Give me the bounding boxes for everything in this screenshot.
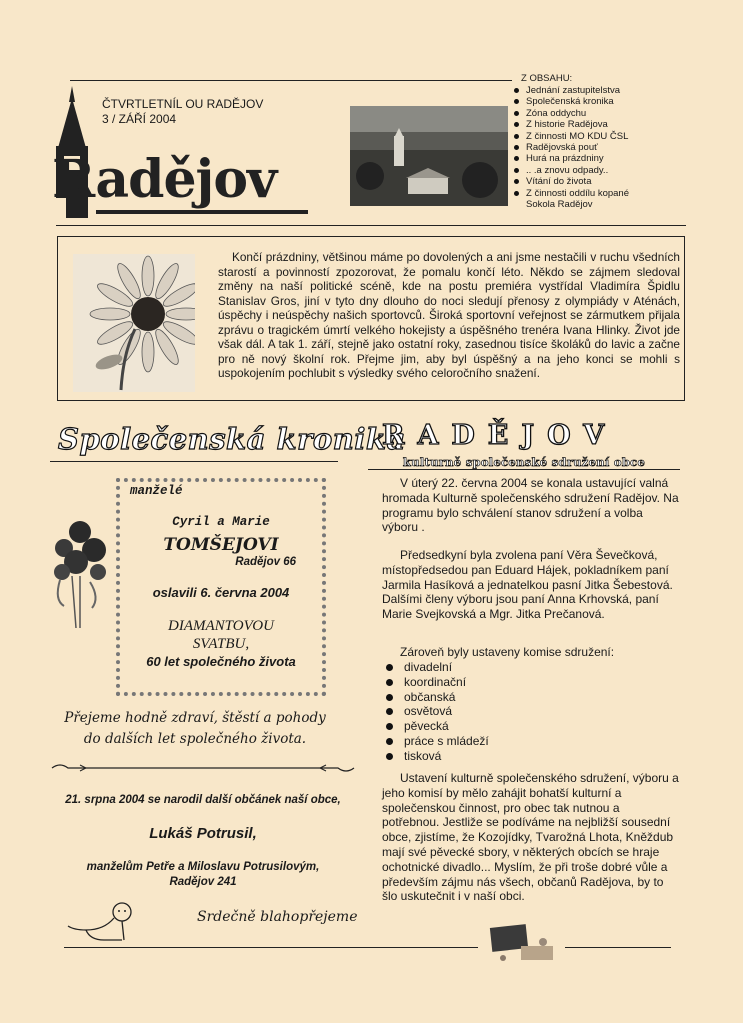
toc-item: Zóna oddychu xyxy=(512,108,629,119)
sdruzeni-heading: RADĚJOV xyxy=(382,420,618,451)
header-top-rule xyxy=(70,80,512,81)
celebration-date: oslavili 6. června 2004 xyxy=(152,585,290,600)
commission-list xyxy=(382,660,489,764)
couple-surname: TOMŠEJOVI xyxy=(163,535,279,555)
ornament-divider xyxy=(50,762,356,774)
toc-item: Jednání zastupitelstva xyxy=(512,85,629,96)
birth-announcement: 21. srpna 2004 se narodil další občánek naší obce, xyxy=(65,794,341,806)
list-item: divadelní xyxy=(382,660,489,675)
toc-item: Vítání do života xyxy=(512,176,629,187)
congratulations: Srdečně blahopřejeme xyxy=(197,909,358,925)
kronika-rule xyxy=(50,461,338,462)
couple-names: Cyril a Marie xyxy=(172,515,270,529)
village-photo xyxy=(350,106,508,206)
couple-address: Radějov 66 xyxy=(235,556,296,568)
parents-line-1: manželům Petře a Miloslavu Potrusilovým, xyxy=(86,861,320,873)
toc-title: Z OBSAHU: xyxy=(521,73,573,84)
logo-underline xyxy=(96,210,308,214)
diamond-line-1: DIAMANTOVOU xyxy=(168,618,274,634)
sdruzeni-subtitle: kulturně společenské sdružení obce xyxy=(402,455,646,469)
newsletter-name: ČTVRTLETNÍL OU RADĚJOV xyxy=(102,97,264,111)
footer-rule-right xyxy=(565,947,671,948)
parents-line-2: Radějov 241 xyxy=(169,876,237,888)
sdruzeni-paragraph-3: Zároveň byly ustaveny komise sdružení: xyxy=(400,645,615,659)
list-item: práce s mládeží xyxy=(382,734,489,749)
table-of-contents xyxy=(512,85,629,210)
wish-line-1: Přejeme hodně zdraví, štěstí a pohody xyxy=(64,710,326,726)
list-item: občanská xyxy=(382,690,489,705)
intro-paragraph: Končí prázdniny, většinou máme po dovolených a ani jsme nestačili v ruchu všedních starostí a povinností zpozorovat, že pomalu končí léto. Někdo se zájmem sledoval změny na naší politické scéně, kde na postu premiéra vystřídal Vladimíra Špidlu Stanislav Gros, jiní v tyto dny dlouho do noci sledují přenosy z olympiády v Aténách, úspěchy i neúspěchy našich sportovců. Široká sportovní veřejnost se zármutkem přijala zprávu o tragickém úmrtí velkého hokejisty a úspěšného trenéra Ivana Hlinky. Život jde však dál. A tak 1. září, stejně jako ostatní roky, zasednou tisíce školáků do lavic a začne pro ně nový školní rok. Přejme jim, aby byl úspěšný a na jeho konci se mohli s uspokojením pochlubit s výsledky svého celoročního snažení. xyxy=(218,250,680,380)
diamond-line-2: SVATBU, xyxy=(192,636,250,652)
sdruzeni-paragraph-1: V úterý 22. června 2004 se konala ustavující valná hromada Kulturně společenského sdružení Radějov. Na programu bylo schválení stanov sdružení a volba výboru . xyxy=(382,476,679,535)
toc-item-continued: Sokola Radějov xyxy=(526,199,593,211)
toc-item: Z činnosti oddílu kopané xyxy=(512,188,629,199)
flower-bouquet-icon xyxy=(50,510,112,632)
list-item: tisková xyxy=(382,749,489,764)
toc-item: .. .a znovu odpady.. xyxy=(512,165,629,176)
baby-name: Lukáš Potrusil, xyxy=(149,825,257,842)
header-bottom-rule xyxy=(56,225,686,226)
sdruzeni-paragraph-4: Ustavení kulturně společenského sdružení, výboru a jeho komisí by mělo zahájit bohatší kulturní a společenskou činnost, pro obec tak nutnou a potřebnou. Jestliže se podíváme na nejbližší sousední obce, zjistíme, že Kozojídky, Tvarožná Lhota, Kněždub mají své pěvecké sbory, v některých obcích se hraje ochotnické divadlo... Myslím, že při troše dobré vůle a především zájmu nás všech, občanů Radějova, by to šlo uskutečnit i v naší obci. xyxy=(382,771,679,904)
toc-item: Hurá na prázdniny xyxy=(512,153,629,164)
list-item: pěvecká xyxy=(382,719,489,734)
kronika-heading: Společenská kronika xyxy=(58,422,406,456)
toc-item: Z historie Radějova xyxy=(512,119,629,130)
sdruzeni-rule xyxy=(368,469,680,470)
list-item: osvětová xyxy=(382,704,489,719)
sunflower-icon xyxy=(73,254,195,392)
masthead-logo: Radějov xyxy=(52,149,277,210)
list-item: koordinační xyxy=(382,675,489,690)
spouses-label: manželé xyxy=(130,484,183,498)
toc-item: Radějovská pouť xyxy=(512,142,629,153)
wish-line-2: do dalších let společného života. xyxy=(83,731,307,747)
issue-info xyxy=(102,97,263,127)
years-together: 60 let společného života xyxy=(146,654,296,669)
toc-item: Z činnosti MO KDU ČSL xyxy=(512,131,629,142)
issue-number: 3 / ZÁŘÍ 2004 xyxy=(102,112,177,126)
baby-icon xyxy=(64,900,138,946)
toc-item: Společenská kronika xyxy=(512,96,629,107)
sdruzeni-paragraph-2: Předsedkyní byla zvolena paní Věra Ševečková, místopředsedou pan Eduard Hájek, pokladníkem paní Jarmila Hasíková a jednatelkou pasní Jitka Šebestová. Dalšími členy výboru jsou paní Anna Krhovská, paní Marie Svejkovská a Mgr. Jitka Prečanová. xyxy=(382,548,673,622)
footer-rule-left xyxy=(64,947,478,948)
flower-ornament-icon xyxy=(487,924,563,964)
